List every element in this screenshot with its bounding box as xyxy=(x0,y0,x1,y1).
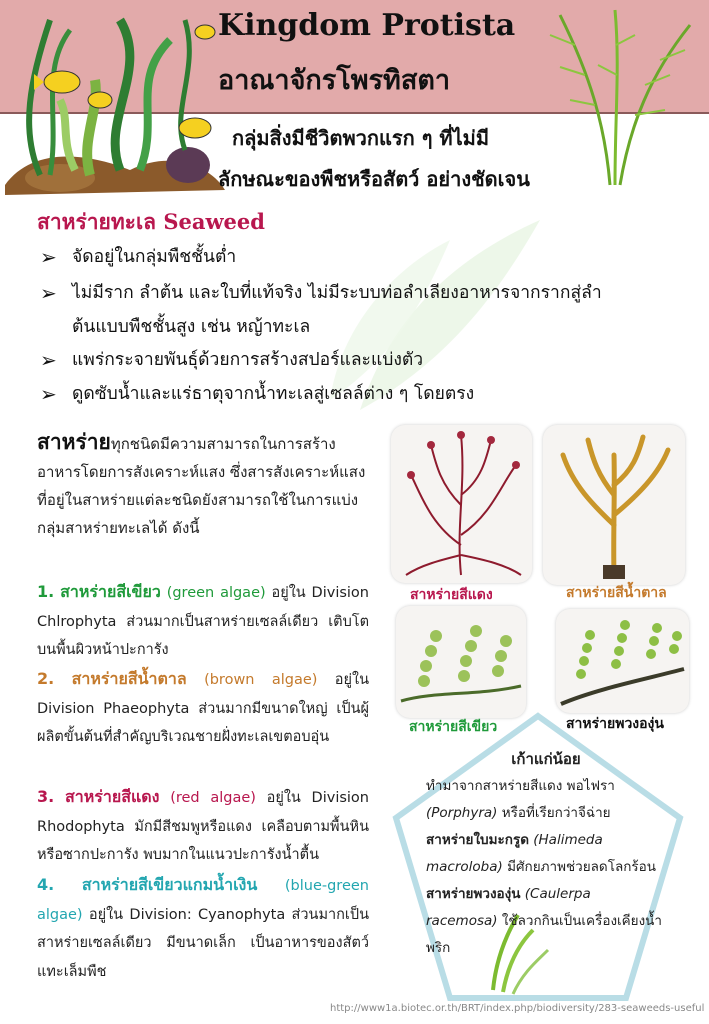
bullet-text: จัดอยู่ในกลุ่มพืชชั้นต่ำ xyxy=(72,247,237,267)
tip-scientific-name: (Caulerpa racemosa) xyxy=(426,886,591,929)
group-english-name: (green algae) xyxy=(166,585,266,601)
seaweed-heading-thai: สาหร่ายทะเล xyxy=(37,210,156,234)
algae-group-item xyxy=(37,665,369,752)
tip-strong: สาหร่ายใบมะกรูด xyxy=(426,832,529,848)
photo-label-red-algae: สาหร่ายสีแดง xyxy=(410,587,493,603)
intro-paragraph xyxy=(37,428,369,542)
photo-sea-grape xyxy=(556,609,689,713)
page-title-thai: อาณาจักรโพรทิสตา xyxy=(218,65,451,96)
tip-scientific-name: (Porphyra) xyxy=(426,805,498,821)
photo-green-algae xyxy=(396,606,526,718)
seaweed-heading-english: Seaweed xyxy=(163,209,265,234)
brown-algae-image xyxy=(543,425,685,585)
fern-seaweed-illustration xyxy=(520,5,709,190)
subtitle-line-1: กลุ่มสิ่งมีชีวิตพวกแรก ๆ ที่ไม่มี xyxy=(232,126,490,150)
group-name: สาหร่ายสีเขียวแกมน้ำเงิน xyxy=(81,875,258,894)
arrow-bullet-icon: ➢ xyxy=(40,245,57,269)
tip-scientific-name: (Halimeda macroloba) xyxy=(426,832,603,875)
group-number: 1. xyxy=(37,582,55,601)
tip-paragraph-1 xyxy=(426,773,666,827)
group-english-name: (blue-green algae) xyxy=(37,878,369,923)
bullet-text: ต้นแบบพืชชั้นสูง เช่น หญ้าทะเล xyxy=(72,317,311,337)
source-url: http://www1a.biotec.or.th/BRT/index.php/biodiversity/283-seaweeds-useful xyxy=(330,1003,705,1014)
photo-red-algae xyxy=(391,425,532,583)
algae-group-item xyxy=(37,578,369,665)
group-name: สาหร่ายสีน้ำตาล xyxy=(71,669,187,688)
tip-paragraph-3 xyxy=(426,881,666,962)
group-description: อยู่ใน Division Phaeophyta ส่วนมากมีขนาดใหญ่ เป็นผู้ผลิตขั้นต้นที่สำคัญบริเวณชายฝั่งทะเลเขตอบอุ่น xyxy=(37,672,369,745)
group-description: อยู่ใน Division Chlrophyta ส่วนมากเป็นสาหร่ายเซลล์เดียว เติบโตบนพื้นผิวหน้าปะการัง xyxy=(37,585,369,658)
sea-grape-image xyxy=(556,609,689,713)
tip-title: เก้าแก่น้อย xyxy=(511,750,581,768)
page-title-english: Kingdom Protista xyxy=(218,8,516,43)
group-english-name: (brown algae) xyxy=(204,672,318,688)
photo-label-brown-algae: สาหร่ายสีน้ำตาล xyxy=(566,585,667,601)
bullet-text: ดูดซับน้ำและแร่ธาตุจากน้ำทะเลสู่เซลล์ต่าง ๆ โดยตรง xyxy=(72,384,475,404)
group-english-name: (red algae) xyxy=(170,790,256,806)
photo-label-sea-grape: สาหร่ายพวงองุ่น xyxy=(566,716,664,732)
tip-strong: สาหร่ายพวงองุ่น xyxy=(426,886,521,902)
intro-strong-word: สาหร่าย xyxy=(37,430,111,454)
subtitle-line-2: ลักษณะของพืชหรือสัตว์ อย่างชัดเจน xyxy=(218,167,530,191)
seaweed-heading xyxy=(37,206,265,239)
group-description: อยู่ใน Division: Cyanophyta ส่วนมากเป็นสาหร่ายเซลล์เดียว มีขนาดเล็ก เป็นอาหารของสัตว์แทะเล็มพืช xyxy=(37,906,369,980)
group-number: 3. xyxy=(37,787,55,806)
tip-text: หรือที่เรียกว่าจีฉ่าย xyxy=(497,805,611,821)
arrow-bullet-icon: ➢ xyxy=(40,281,57,305)
green-algae-image xyxy=(396,606,526,718)
arrow-bullet-icon: ➢ xyxy=(40,348,57,372)
group-number: 4. xyxy=(37,875,55,894)
bullet-text: แพร่กระจายพันธุ์ด้วยการสร้างสปอร์และแบ่งตัว xyxy=(72,350,424,370)
group-name: สาหร่ายสีแดง xyxy=(64,787,160,806)
algae-group-item xyxy=(37,871,369,986)
tip-text: ทำมาจากสาหร่ายสีแดง พอไฟรา xyxy=(426,778,615,794)
arrow-bullet-icon: ➢ xyxy=(40,382,57,406)
tip-text: มีศักยภาพช่วยลดโลกร้อน xyxy=(502,859,656,875)
photo-label-green-algae: สาหร่ายสีเขียว xyxy=(409,719,498,735)
intro-text: ทุกชนิดมีความสามารถในการสร้างอาหารโดยการสังเคราะห์แสง ซึ่งสารสังเคราะห์แสงที่อยู่ในสาหร่ายแต่ละชนิดยังสามารถใช้ในการแบ่งกลุ่มสาหร่ายทะเลได้ ดังนี้ xyxy=(37,435,366,537)
bullet-text: ไม่มีราก ลำต้น และใบที่แท้จริง ไม่มีระบบท่อลำเลียงอาหารจากรากสู่ลำ xyxy=(72,283,602,303)
group-number: 2. xyxy=(37,669,55,688)
algae-group-item xyxy=(37,783,369,870)
tip-text: ใช้ลวกกินเป็นเครื่องเคียงน้ำพริก xyxy=(426,913,662,956)
red-algae-image xyxy=(391,425,532,583)
group-name: สาหร่ายสีเขียว xyxy=(60,582,161,601)
seaweed-fish-illustration xyxy=(0,0,230,200)
tip-box xyxy=(426,746,666,962)
tip-paragraph-2 xyxy=(426,827,666,881)
photo-brown-algae xyxy=(543,425,685,585)
group-description: อยู่ใน Division Rhodophyta มักมีสีชมพูหรือแดง เคลือบตามพื้นหินหรือซากปะการัง พบมากในแนวปะการังน้ำตื้น xyxy=(37,790,369,863)
